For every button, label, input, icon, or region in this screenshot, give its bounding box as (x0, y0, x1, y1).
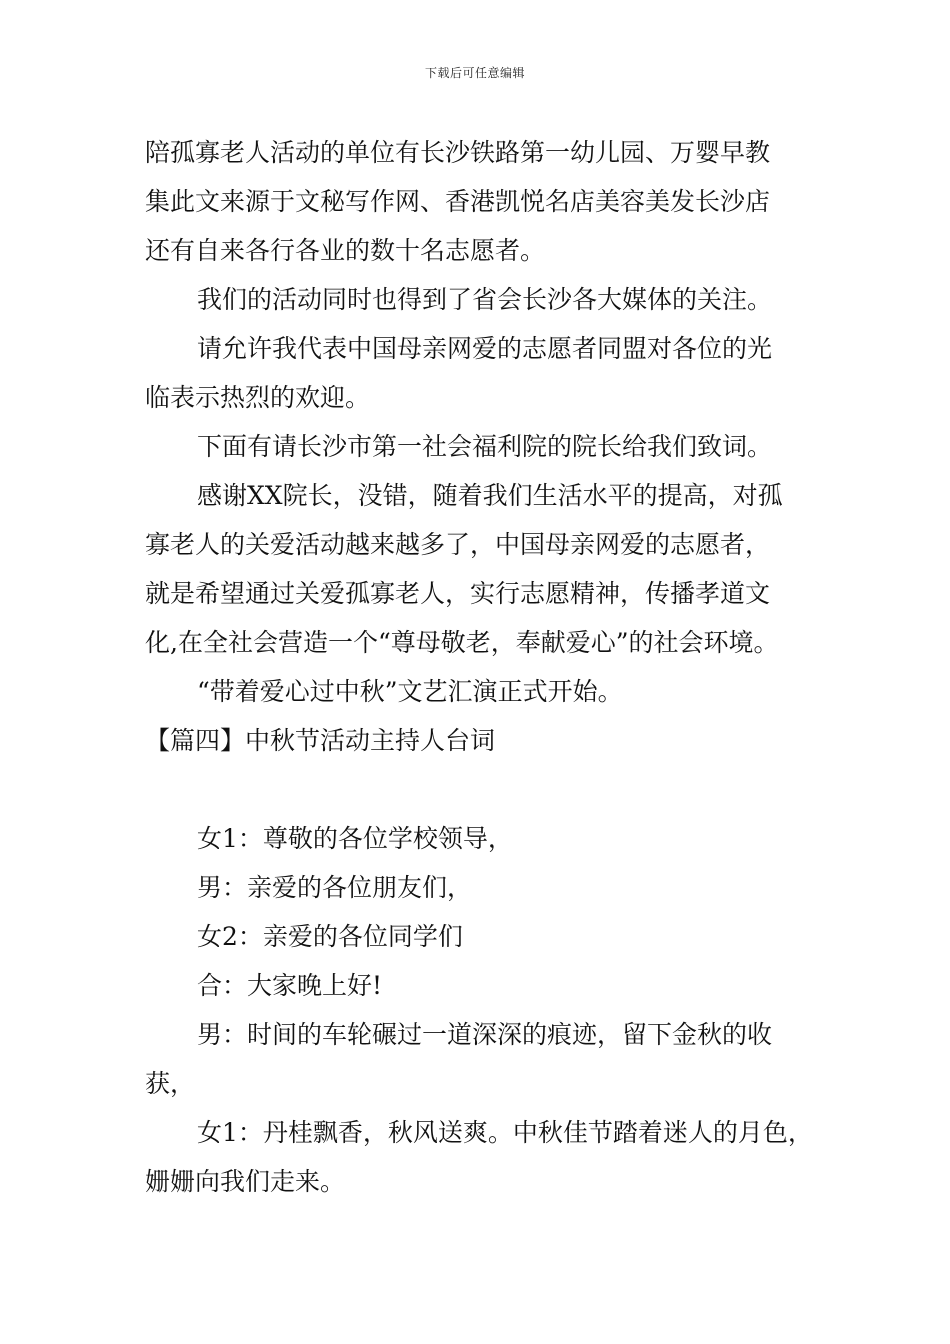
text-line: 寡老人的关爱活动越来越多了，中国母亲网爱的志愿者， (145, 530, 771, 559)
text-line: 获， (145, 1069, 196, 1098)
dialogue-line: 女1：尊敬的各位学校领导， (197, 824, 513, 853)
paragraph-line: “带着爱心过中秋”文艺汇演正式开始。 (197, 677, 623, 706)
paragraph-line: 下面有请长沙市第一社会福利院的院长给我们致词。 (197, 432, 773, 461)
text-line: 还有自来各行各业的数十名志愿者。 (145, 236, 546, 265)
text-line: 姗姗向我们走来。 (145, 1167, 346, 1196)
paragraph-line: 我们的活动同时也得到了省会长沙各大媒体的关注。 (197, 285, 773, 314)
dialogue-line: 男：时间的车轮碾过一道深深的痕迹，留下金秋的收 (197, 1020, 773, 1049)
text-line: 集此文来源于文秘写作网、香港凯悦名店美容美发长沙店 (145, 187, 771, 216)
text-line: 化,在全社会营造一个“尊母敬老，奉献爱心”的社会环境。 (145, 628, 779, 657)
dialogue-line: 女1：丹桂飘香，秋风送爽。中秋佳节踏着迷人的月色， (197, 1118, 813, 1147)
paragraph-line: 请允许我代表中国母亲网爱的志愿者同盟对各位的光 (197, 334, 773, 363)
dialogue-line: 女2：亲爱的各位同学们 (197, 922, 463, 951)
dialogue-line: 男：亲爱的各位朋友们， (197, 873, 473, 902)
dialogue-line: 合：大家晚上好! (197, 971, 383, 1000)
text-line: 临表示热烈的欢迎。 (145, 383, 371, 412)
paragraph-line: 感谢XX院长，没错，随着我们生活水平的提高，对孤 (197, 481, 783, 510)
text-line: 陪孤寡老人活动的单位有长沙铁路第一幼儿园、万婴早教 (145, 138, 771, 167)
page-header-note: 下载后可任意编辑 (424, 66, 525, 80)
blank-line (145, 765, 815, 814)
text-line: 就是希望通过关爱孤寡老人，实行志愿精神，传播孝道文 (145, 579, 771, 608)
document-body (145, 128, 815, 1206)
section-heading: 【篇四】中秋节活动主持人台词 (145, 726, 496, 755)
